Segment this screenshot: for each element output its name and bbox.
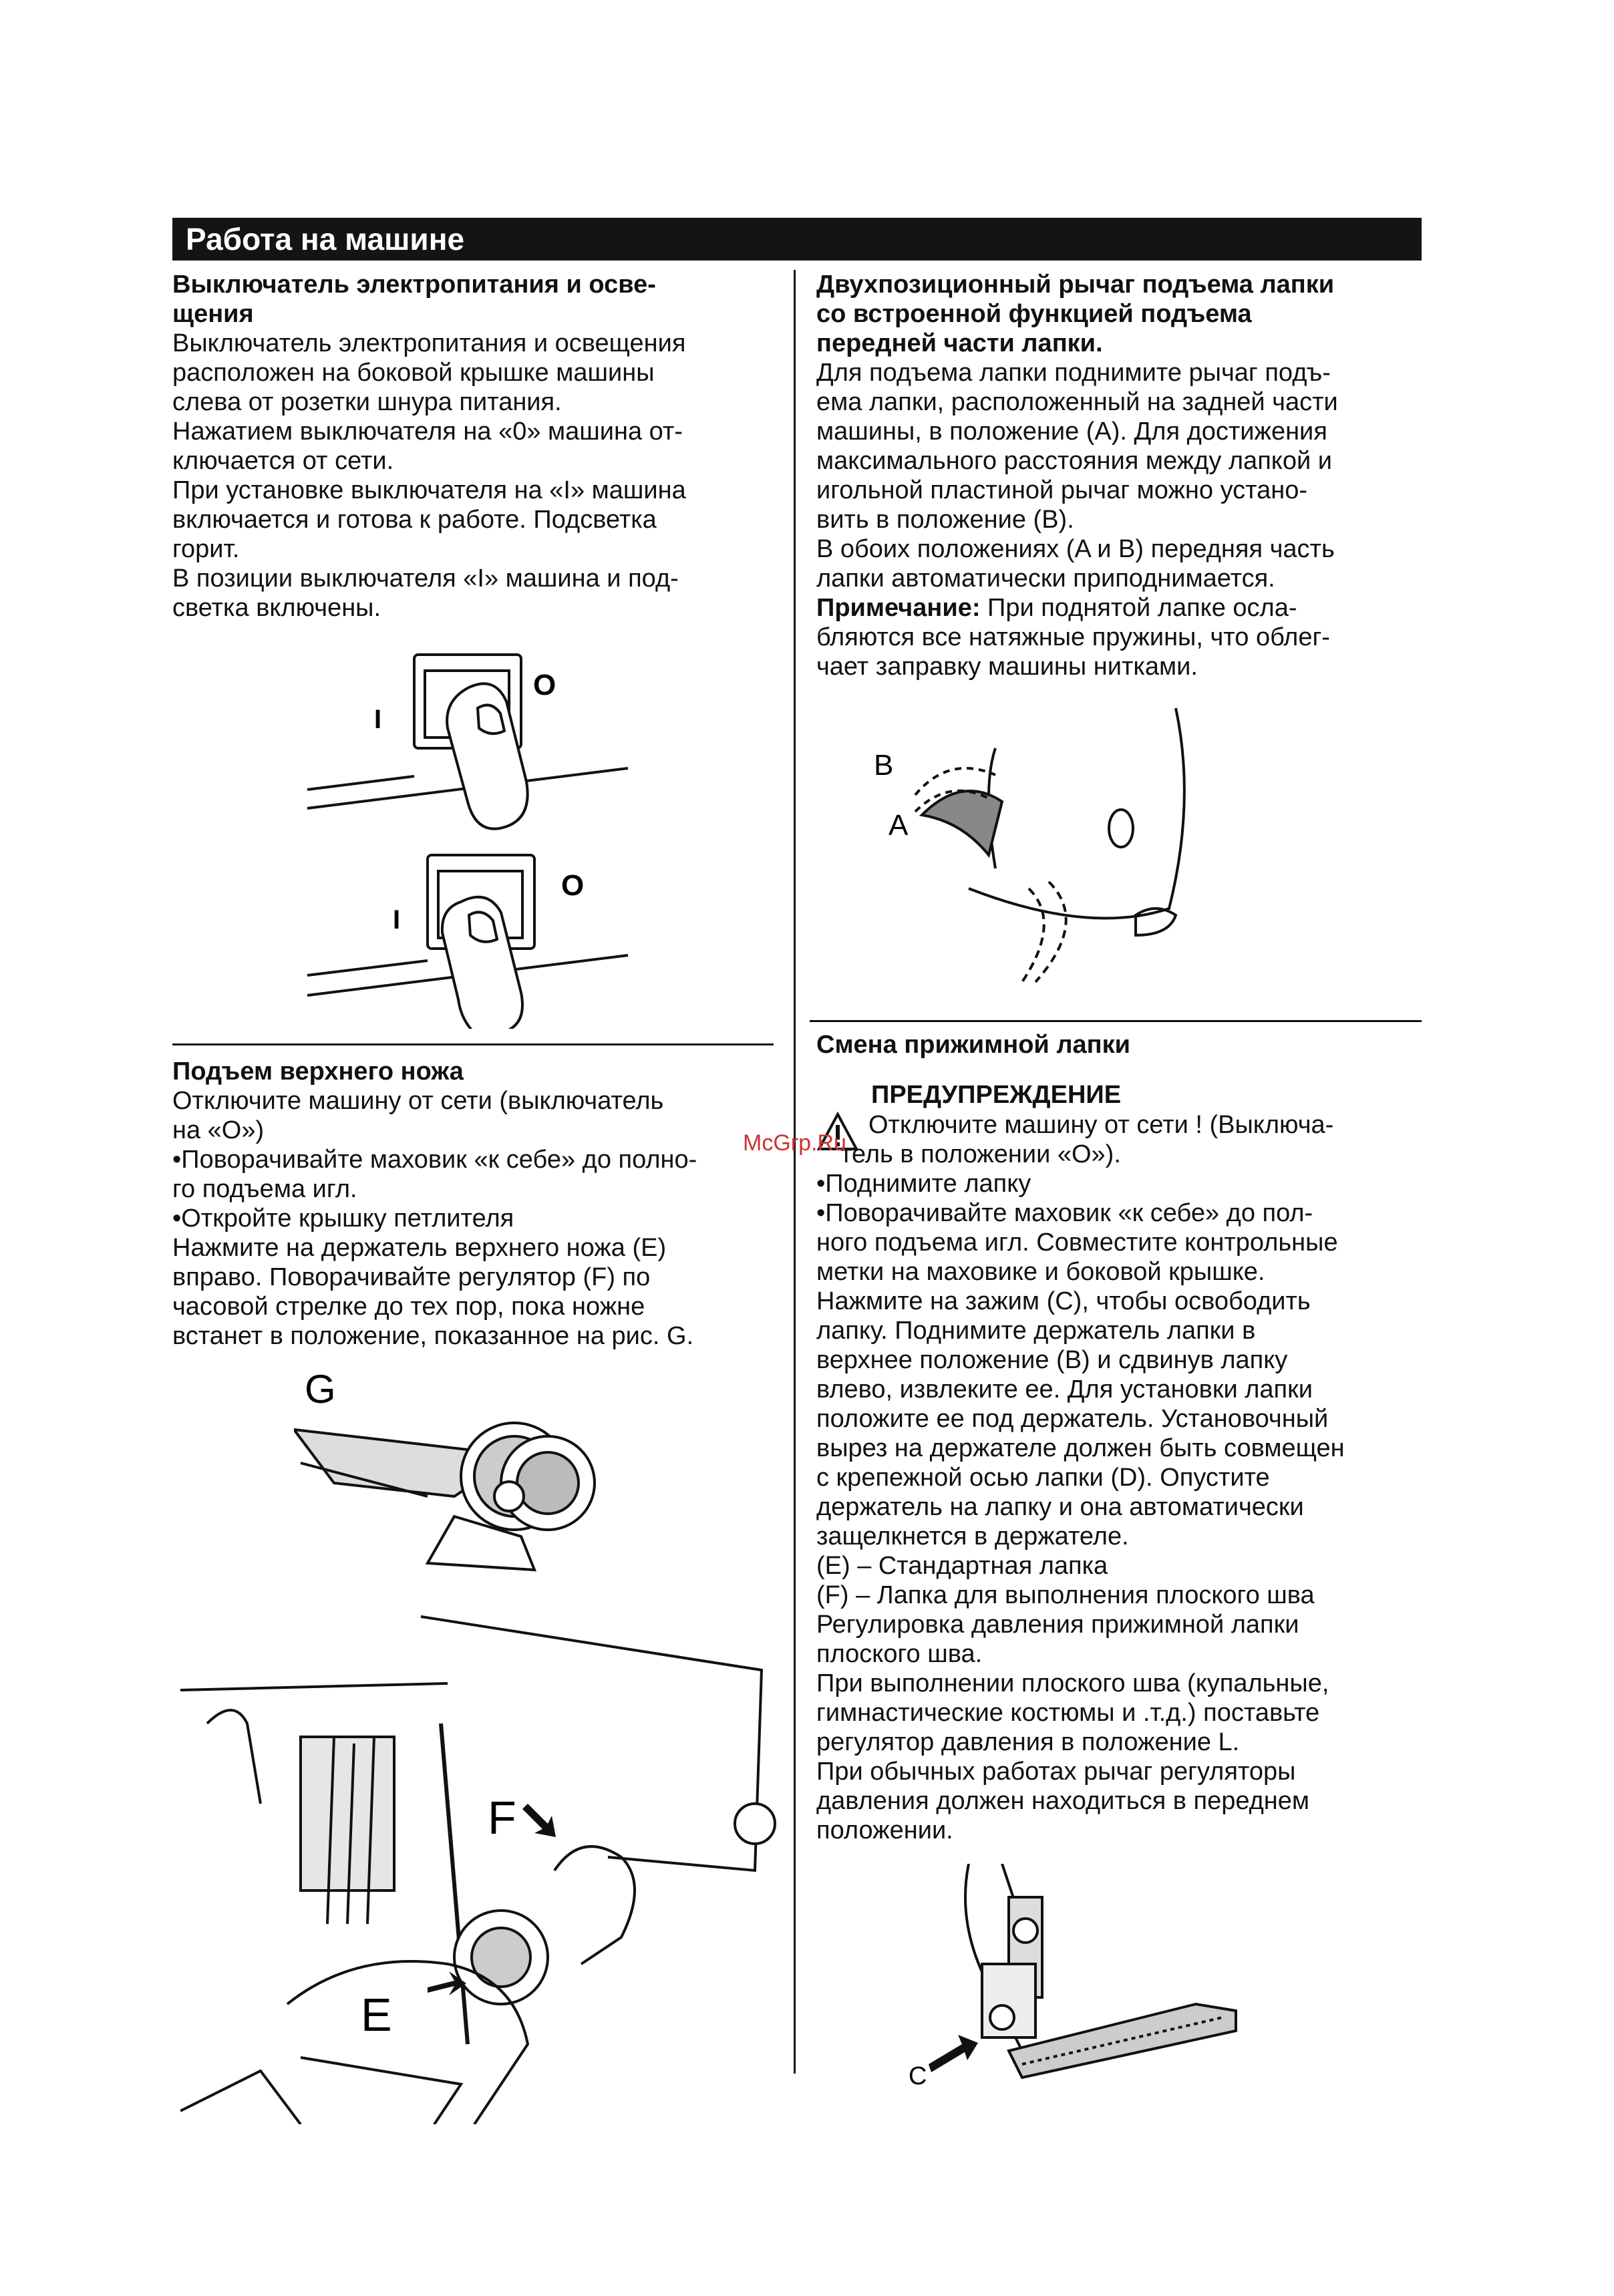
note-label: Примечание: xyxy=(816,594,981,622)
page-title: Работа на машине xyxy=(186,222,465,257)
section-header-bar xyxy=(172,218,1422,261)
figure-g-label: G xyxy=(305,1367,336,1412)
switch-on-label-bottom: I xyxy=(393,905,401,935)
power-switch-body: Выключатель электропитания и освещения расположен на боковой крышке машины слева от розетки шнура питания. Нажатием выключателя на «0» машина от- ключается от сети. При установке выключателя на «I» машина включается и готова к работе. Подсветка горит. В позиции выключателя «I» машина и под- светка включены. xyxy=(172,329,686,622)
switch-on-label-top: I xyxy=(374,705,382,734)
switch-off-label-bottom: O xyxy=(561,869,585,902)
warning-line1: Отключите машину от сети ! (Выключа- xyxy=(868,1111,1334,1139)
warning-title: ПРЕДУПРЕЖДЕНИЕ xyxy=(871,1081,1122,1109)
presser-lever-body: Для подъема лапки поднимите рычаг подъ- ема лапки, расположенный на задней части машины, в положение (A). Для достижения максимального расстояния между лапкой и игольной пластиной рычаг можно устано- вить в положение (B). В обоих положениях (A и B) передняя часть лапки автоматически приподнимается. xyxy=(816,359,1338,593)
right-section-divider xyxy=(810,1020,1422,1022)
left-section-divider xyxy=(172,1043,774,1045)
presser-lever-title-line3: передней части лапки. xyxy=(816,329,1103,357)
column-divider xyxy=(794,270,796,2074)
presser-foot-figure xyxy=(902,1864,1276,2104)
presser-lever-note xyxy=(816,593,1422,681)
power-switch-section xyxy=(172,270,780,623)
warning-line2: тель в положении «О»). xyxy=(840,1140,1121,1168)
upper-knife-section xyxy=(172,1057,780,1351)
figure-c-label: C xyxy=(909,2062,927,2090)
knife-figure-ef xyxy=(180,1603,782,2124)
figure-e-label: E xyxy=(361,1989,392,2041)
watermark: McGrp.Ru xyxy=(743,1130,846,1156)
presser-lever-title-line2: со встроенной функцией подъема xyxy=(816,300,1252,328)
arrow-icon-f xyxy=(522,1804,556,1837)
foot-change-section xyxy=(816,1030,1422,1845)
foot-change-title: Смена прижимной лапки xyxy=(816,1031,1130,1059)
switch-off-label-top: O xyxy=(533,669,556,701)
power-switch-title-line2: щения xyxy=(172,300,254,328)
presser-lever-figure xyxy=(862,695,1289,989)
upper-knife-body: Отключите машину от сети (выключатель на «О») •Поворачивайте маховик «к себе» до полно- го подъема игл. •Откройте крышку петлителя Нажмите на держатель верхнего ножа (E) вправо. Поворачивайте регулятор (F) по часовой стрелке до тех пор, пока ножне встанет в положение, показанное на рис. G. xyxy=(172,1087,697,1350)
power-switch-title-line1: Выключатель электропитания и осве- xyxy=(172,271,656,299)
arrow-icon-c xyxy=(929,2035,978,2072)
note-body: При поднятой лапке осла- бляются все натяжные пружины, что облег- чает заправку машины нитками. xyxy=(816,594,1330,681)
foot-change-body: •Поднимите лапку •Поворачивайте маховик «к себе» до пол- ного подъема игл. Совместите контрольные метки на маховике и боковой крышке. Нажмите на зажим (C), чтобы освободить лапку. Поднимите держатель лапки в верхнее положение (B) и сдвинув лапку влево, извлеките ее. Для установки лапки положите ее под держатель. Установочный вырез на держателе должен быть совмещен с крепежной осью лапки (D). Опустите держатель на лапку и она автоматически защелкнется в держателе. (E) – Стандартная лапка (F) – Лапка для выполнения плоского шва Регулировка давления прижимной лапки плоского шва. При выполнении плоского шва (купальные, гимнастические костюмы и .т.д.) поставьте регулятор давления в положение L. При обычных работах рычаг регуляторы давления должен находиться в переднем положении. xyxy=(816,1170,1345,1844)
figure-a-label: A xyxy=(889,809,909,842)
figure-b-label: B xyxy=(874,749,894,782)
figure-f-label: F xyxy=(488,1792,516,1844)
presser-lever-section xyxy=(816,270,1422,681)
presser-lever-title-line1: Двухпозиционный рычаг подъема лапки xyxy=(816,271,1335,299)
power-switch-illustration xyxy=(294,641,641,1029)
upper-knife-title: Подъем верхнего ножа xyxy=(172,1057,464,1086)
knife-figure-g xyxy=(294,1363,655,1590)
